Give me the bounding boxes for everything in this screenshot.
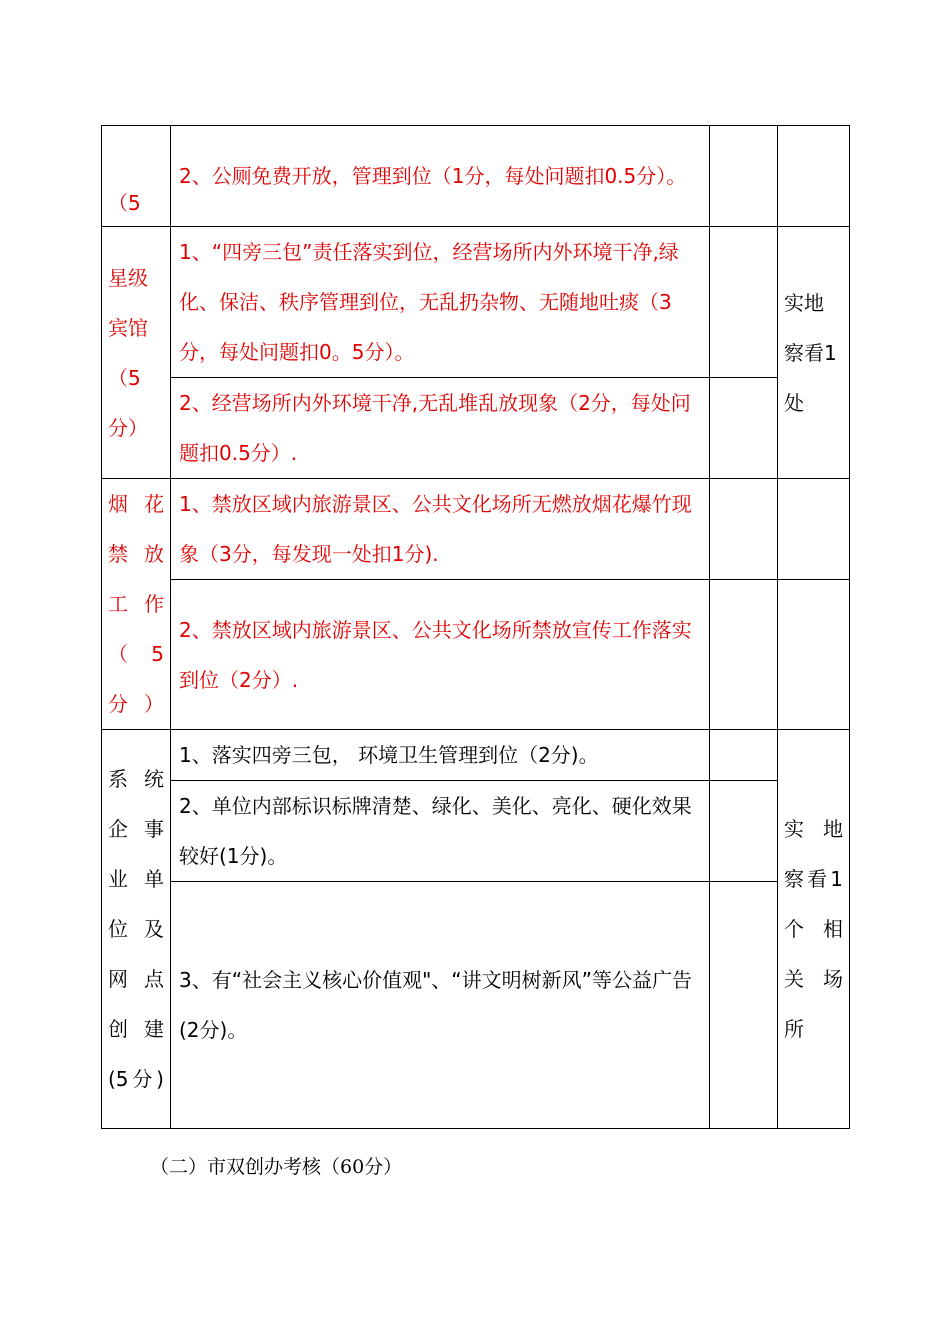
item-cell — [171, 781, 710, 882]
table-row — [102, 781, 850, 882]
item-text: 2、单位内部标识标牌清楚、绿化、美化、亮化、硬化效果较好(1分)。 — [179, 794, 692, 868]
score-cell — [710, 126, 778, 227]
table-row — [102, 882, 850, 1129]
note-cell — [778, 227, 850, 479]
table-row — [102, 479, 850, 580]
score-cell — [710, 378, 778, 479]
item-text: 2、公厕免费开放，管理到位（1分，每处问题扣0.5分）。 — [179, 164, 687, 188]
score-cell — [710, 580, 778, 730]
category-label: 星级宾馆（5分） — [108, 265, 148, 440]
category-label: 系统企事业单位及网点创建(5分) — [108, 767, 164, 1091]
item-cell — [171, 479, 710, 580]
item-cell — [171, 882, 710, 1129]
score-cell — [710, 781, 778, 882]
item-text: 1、落实四旁三包， 环境卫生管理到位（2分)。 — [179, 743, 599, 767]
item-cell — [171, 227, 710, 378]
note-text: 实地察看1个相关场所 — [784, 817, 843, 1041]
item-cell — [171, 580, 710, 730]
category-cell — [102, 479, 171, 730]
note-text: 实地察看1处 — [784, 291, 837, 415]
item-cell — [171, 730, 710, 781]
score-cell — [710, 227, 778, 378]
table-row — [102, 126, 850, 227]
assessment-table — [101, 125, 850, 1129]
score-cell — [710, 479, 778, 580]
category-cell — [102, 730, 171, 1129]
item-text: 1、禁放区域内旅游景区、公共文化场所无燃放烟花爆竹现象（3分，每发现一处扣1分). — [179, 492, 692, 566]
note-cell — [778, 126, 850, 227]
section-heading: （二）市双创办考核（60分） — [150, 1156, 403, 1178]
category-label: （5 — [108, 191, 141, 215]
category-cell — [102, 227, 171, 479]
category-label: 烟花禁放工作（5分） — [108, 492, 164, 716]
item-cell — [171, 378, 710, 479]
item-text: 2、经营场所内外环境干净,无乱堆乱放现象（2分，每处问题扣0.5分）. — [179, 391, 691, 465]
score-cell — [710, 730, 778, 781]
category-cell — [102, 126, 171, 227]
note-cell — [778, 580, 850, 730]
score-cell — [710, 882, 778, 1129]
item-cell — [171, 126, 710, 227]
table-row — [102, 730, 850, 781]
note-cell — [778, 479, 850, 580]
item-text: 1、“四旁三包”责任落实到位，经营场所内外环境干净,绿化、保洁、秩序管理到位，无乱扔杂物、无随地吐痰（3分，每处问题扣0。5分）。 — [179, 240, 679, 364]
item-text: 3、有“社会主义核心价值观"、“讲文明树新风”等公益广告 (2分)。 — [179, 968, 693, 1042]
table-row — [102, 227, 850, 378]
table-row — [102, 378, 850, 479]
item-text: 2、禁放区域内旅游景区、公共文化场所禁放宣传工作落实到位（2分）. — [179, 617, 692, 692]
table-row — [102, 580, 850, 730]
note-cell — [778, 730, 850, 1129]
